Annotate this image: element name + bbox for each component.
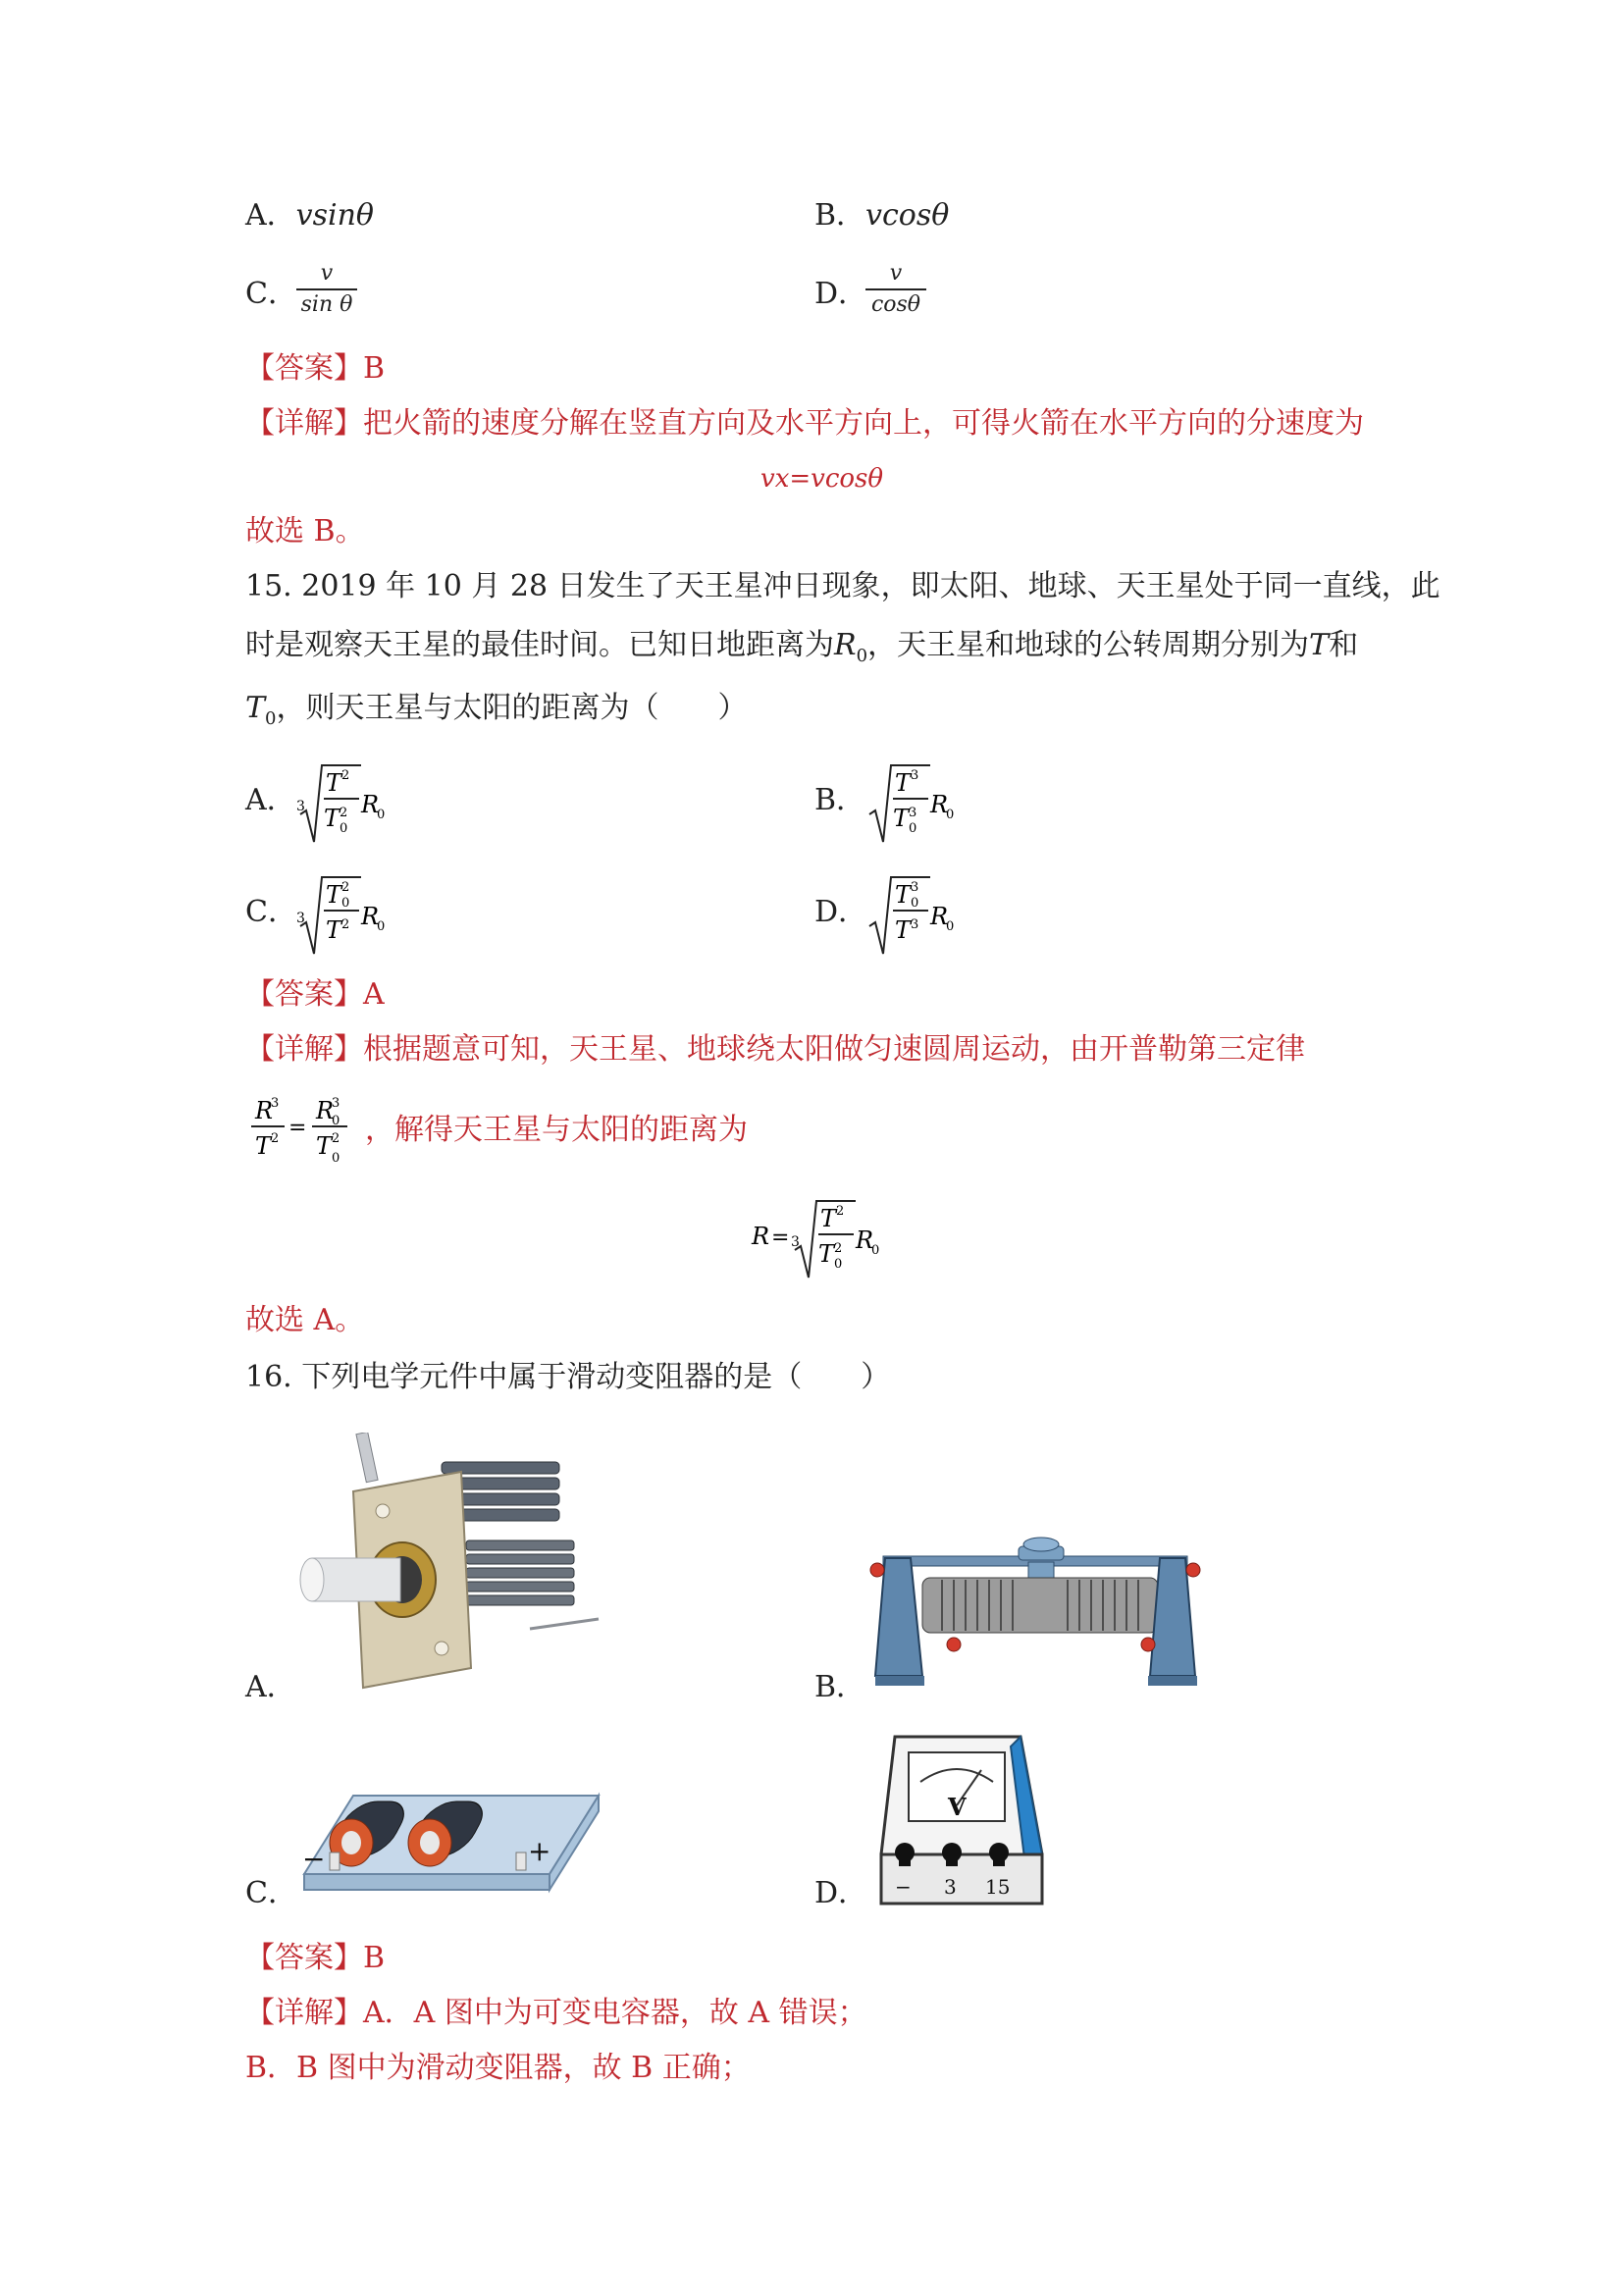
q15-option-a-label: A． (245, 783, 296, 817)
q14-option-d-fraction (865, 261, 926, 318)
symbol-r0: R (834, 628, 857, 662)
terminal-minus: − (895, 1875, 912, 1899)
q14-option-d-label: D． (814, 277, 868, 311)
svg-text:T: T (895, 769, 912, 797)
symbol-t0: T (245, 691, 266, 725)
numerator: v (889, 261, 903, 286)
svg-text:R: R (930, 791, 949, 818)
text: 时是观察天王星的最佳时间。已知日地距离为 (245, 628, 834, 662)
q14-option-c-fraction (296, 261, 357, 318)
svg-text:0: 0 (871, 1243, 880, 1258)
option-label: B． (814, 198, 866, 233)
svg-text:3: 3 (296, 911, 305, 926)
svg-text:3: 3 (909, 806, 917, 820)
answer-value: B (363, 1941, 386, 1975)
option-expr: vsinθ (295, 198, 374, 233)
svg-text:3: 3 (911, 880, 919, 895)
svg-text:3: 3 (332, 1096, 340, 1111)
answer-tag: 【答案】 (245, 1941, 363, 1975)
svg-text:3: 3 (271, 1096, 280, 1111)
q15-stem-line3: $T_0$，则天王星与太阳的距离为（ ） (245, 691, 748, 729)
svg-text:2: 2 (341, 917, 350, 932)
option-expr: vcosθ (865, 198, 950, 233)
svg-text:T: T (893, 805, 910, 832)
q15-option-d-label: D． (814, 895, 868, 929)
svg-text:0: 0 (340, 821, 348, 836)
q14-option-a (245, 196, 374, 235)
answer-tag: 【答案】 (245, 977, 363, 1012)
symbol-t: T (1309, 628, 1330, 662)
q16-detail-b: B．B 图中为滑动变阻器，故 B 正确； (245, 2051, 751, 2085)
variable-capacitor-image (294, 1433, 618, 1697)
option-label: A． (245, 198, 296, 233)
numerator: v (320, 261, 334, 286)
text: ，天王星和地球的公转周期分别为 (867, 628, 1310, 662)
svg-text:2: 2 (836, 1204, 845, 1219)
svg-text:0: 0 (377, 808, 386, 822)
svg-text:T: T (895, 916, 912, 944)
svg-text:2: 2 (341, 768, 350, 783)
svg-text:0: 0 (911, 896, 919, 911)
q14-conclusion: 故选 B。 (245, 514, 365, 548)
svg-text:R: R (361, 903, 380, 930)
svg-text:3: 3 (791, 1234, 800, 1250)
svg-text:T: T (326, 769, 342, 797)
svg-text:R: R (361, 791, 380, 818)
svg-text:0: 0 (332, 1114, 340, 1128)
svg-text:R: R (752, 1223, 770, 1250)
kepler-equation (245, 1087, 363, 1175)
voltmeter-image (873, 1727, 1070, 1913)
detail-text: 把火箭的速度分解在竖直方向及水平方向上，可得火箭在水平方向的分速度为 (363, 406, 1364, 441)
svg-text:T: T (255, 1132, 272, 1160)
q14-option-b (814, 196, 949, 235)
svg-text:T: T (326, 916, 342, 944)
svg-text:2: 2 (341, 880, 350, 895)
svg-text:T: T (820, 1205, 837, 1232)
q16-option-b-label: B． (814, 1670, 866, 1704)
svg-text:3: 3 (911, 768, 919, 783)
q15-option-b-formula (864, 752, 971, 850)
svg-text:0: 0 (946, 919, 955, 934)
svg-text:0: 0 (332, 1151, 340, 1166)
svg-text:T: T (326, 881, 342, 909)
svg-text:2: 2 (340, 806, 348, 820)
q15-result-formula (748, 1187, 895, 1285)
battery-minus: − (302, 1843, 326, 1875)
svg-text:R: R (316, 1097, 335, 1124)
q15-option-c-label: C． (245, 895, 297, 929)
answer-value: A (363, 977, 385, 1012)
denominator: sin θ (300, 292, 353, 317)
denominator: cosθ (870, 292, 921, 317)
q15-detail (245, 1030, 1305, 1070)
q15-option-d-formula (864, 863, 971, 962)
svg-text:0: 0 (834, 1257, 843, 1272)
svg-text:T: T (895, 881, 912, 909)
svg-text:R: R (856, 1226, 874, 1254)
terminal-3: 3 (944, 1875, 957, 1899)
q14-answer (245, 349, 385, 389)
q16-option-a-label: A． (245, 1670, 296, 1704)
q15-detail-2: ，解得天王星与太阳的距离为 (365, 1113, 748, 1147)
q16-answer (245, 1939, 385, 1978)
q16-detail (245, 1994, 867, 2033)
detail-tag: 【详解】 (245, 1996, 363, 2030)
q16-option-d-label: D． (814, 1876, 868, 1910)
text: 和 (1329, 628, 1359, 662)
detail-tag: 【详解】 (245, 1032, 363, 1067)
svg-text:2: 2 (332, 1131, 340, 1146)
svg-text:2: 2 (271, 1131, 280, 1146)
q14-option-c-label: C． (245, 277, 297, 311)
svg-text:0: 0 (946, 808, 955, 822)
detail-tag: 【详解】 (245, 406, 363, 441)
q15-option-c-formula (294, 863, 402, 962)
voltmeter-v: V (948, 1793, 967, 1821)
svg-text:3: 3 (911, 917, 919, 932)
answer-tag: 【答案】 (245, 351, 363, 386)
answer-value: B (363, 351, 386, 386)
detail-text: A．A 图中为可变电容器，故 A 错误； (363, 1996, 867, 2030)
q15-answer (245, 975, 385, 1015)
q15-stem-line2: 时是观察天王星的最佳时间。已知日地距离为$R_0$，天王星和地球的公转周期分别为T和 (245, 628, 1359, 666)
detail-text: 根据题意可知，天王星、地球绕太阳做匀速圆周运动，由开普勒第三定律 (363, 1032, 1305, 1067)
svg-text:T: T (324, 805, 340, 832)
svg-text:0: 0 (909, 821, 917, 836)
svg-text:R: R (930, 903, 949, 930)
q14-formula: vx=vcosθ (760, 464, 884, 494)
svg-text:R: R (255, 1097, 274, 1124)
battery-holder-image (294, 1766, 608, 1913)
q16-stem: 16. 下列电学元件中属于滑动变阻器的是（ ） (245, 1360, 891, 1394)
svg-text:3: 3 (296, 799, 305, 814)
q15-option-b-label: B． (814, 783, 866, 817)
battery-plus: + (528, 1835, 551, 1867)
q15-option-a-formula (294, 752, 402, 850)
q15-conclusion: 故选 A。 (245, 1303, 365, 1337)
q14-detail (245, 404, 1364, 444)
text: ，则天王星与太阳的距离为（ ） (276, 691, 748, 725)
svg-text:0: 0 (377, 919, 386, 934)
svg-text:T: T (818, 1240, 835, 1268)
q15-stem-line1: 15. 2019 年 10 月 28 日发生了天王星冲日现象，即太阳、地球、天王星处于同一直线，此 (245, 569, 1440, 603)
svg-text:T: T (316, 1132, 333, 1160)
svg-text:=: = (771, 1226, 790, 1250)
svg-text:2: 2 (834, 1241, 843, 1256)
q16-option-c-label: C． (245, 1876, 297, 1910)
sliding-rheostat-image (864, 1529, 1207, 1701)
terminal-15: 15 (985, 1875, 1011, 1899)
svg-text:0: 0 (341, 896, 350, 911)
svg-text:=: = (288, 1116, 307, 1140)
